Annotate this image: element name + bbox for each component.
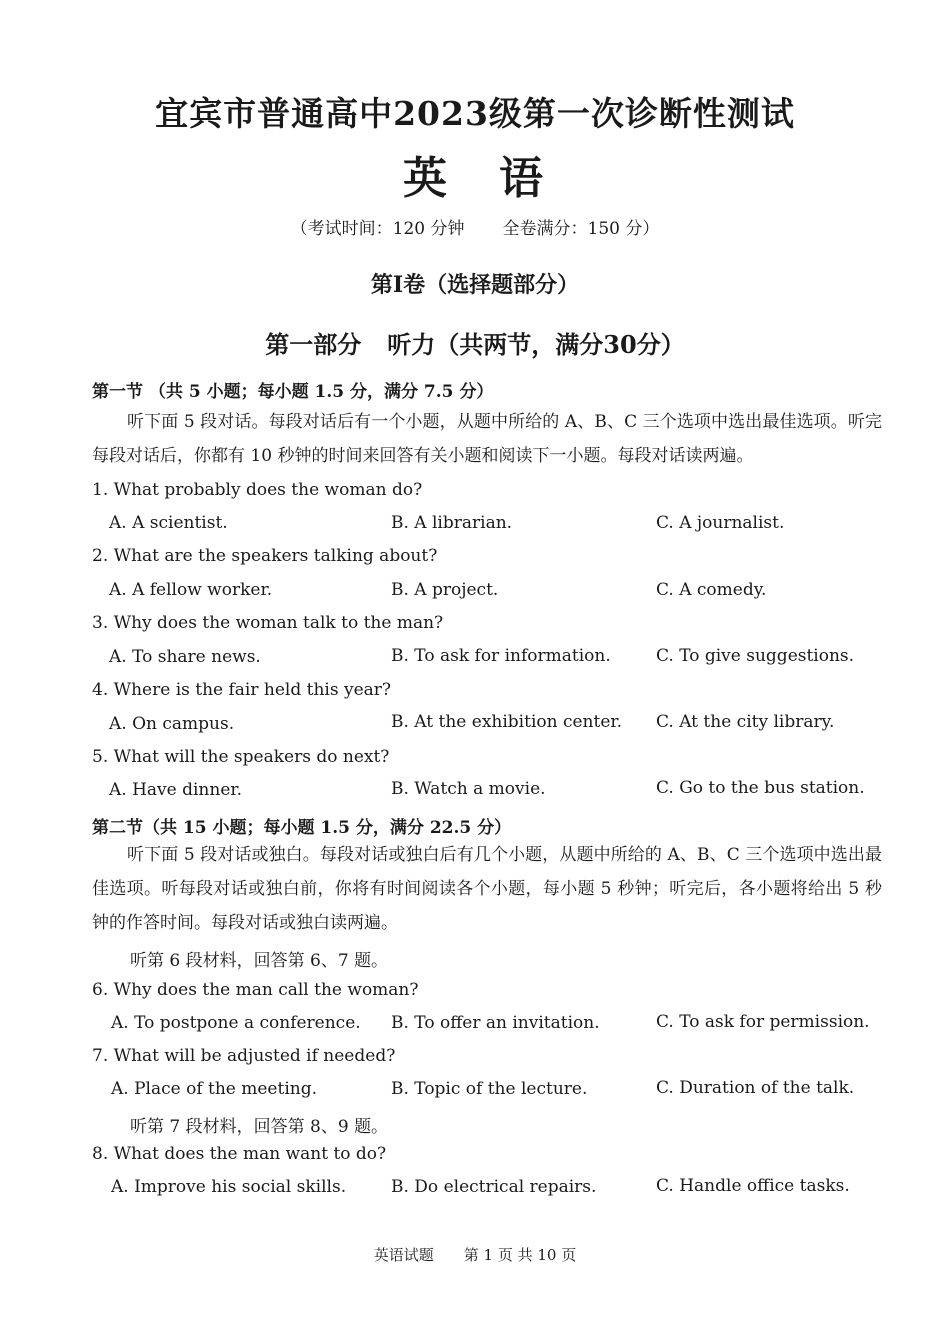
exam-time: （考试时间：120 分钟	[290, 219, 465, 239]
q3-option-b: B. To ask for information.	[391, 646, 611, 666]
q8-option-b: B. Do electrical repairs.	[391, 1177, 597, 1197]
section-2-instructions: 听下面 5 段对话或独白。每段对话或独白后有几个小题，从题中所给的 A、B、C 三个选项中选出最佳选项。听每段对话或独白前，你将有时间阅读各个小题，每小题 5 秒钟；听完后，各小题将给出 5 秒钟的作答时间。每段对话或独白读两遍。	[92, 845, 882, 933]
q4-option-a: A. On campus.	[109, 714, 235, 734]
part-title	[0, 325, 950, 360]
exam-title: 宜宾市普通高中2023级第一次诊断性测试	[155, 94, 795, 133]
footer-page-number: 第 1 页 共 10 页	[463, 1246, 577, 1264]
q1-option-b: B. A librarian.	[391, 513, 513, 533]
question-7: 7. What will be adjusted if needed?	[92, 1046, 396, 1066]
question-3: 3. Why does the woman talk to the man?	[92, 613, 444, 633]
part-label: 第一部分	[265, 330, 362, 359]
question-8: 8. What does the man want to do?	[92, 1144, 387, 1164]
q6-option-a: A. To postpone a conference.	[111, 1013, 361, 1033]
footer-subject: 英语试题	[373, 1246, 434, 1264]
subject-char-1: 英	[403, 153, 451, 204]
q8-option-c: C. Handle office tasks.	[656, 1176, 850, 1196]
q4-option-b: B. At the exhibition center.	[391, 712, 623, 732]
q5-option-b: B. Watch a movie.	[391, 779, 546, 799]
q6-option-c: C. To ask for permission.	[656, 1012, 870, 1032]
q5-option-a: A. Have dinner.	[109, 780, 243, 800]
part-name: 听力（共两节，满分30分）	[387, 330, 685, 359]
q2-option-a: A. A fellow worker.	[109, 580, 273, 600]
material-note-7: 听第 7 段材料，回答第 8、9 题。	[130, 1117, 389, 1137]
q2-option-c: C. A comedy.	[656, 580, 767, 600]
page-footer	[0, 1244, 950, 1265]
section-1-heading: 第一节 （共 5 小题；每小题 1.5 分，满分 7.5 分）	[92, 382, 494, 402]
q4-option-c: C. At the city library.	[656, 712, 835, 732]
volume-title: 第Ⅰ卷（选择题部分）	[370, 272, 580, 298]
q7-option-a: A. Place of the meeting.	[111, 1079, 318, 1099]
q1-option-a: A. A scientist.	[109, 513, 228, 533]
question-5: 5. What will the speakers do next?	[92, 747, 390, 767]
q7-option-b: B. Topic of the lecture.	[391, 1079, 588, 1099]
exam-full-score: 全卷满分：150 分）	[502, 219, 660, 239]
question-1: 1. What probably does the woman do?	[92, 480, 423, 500]
material-note-6: 听第 6 段材料，回答第 6、7 题。	[130, 951, 389, 971]
q7-option-c: C. Duration of the talk.	[656, 1078, 855, 1098]
q5-option-c: C. Go to the bus station.	[656, 778, 865, 798]
q3-option-a: A. To share news.	[109, 647, 261, 667]
exam-info	[0, 214, 950, 239]
q2-option-b: B. A project.	[391, 580, 499, 600]
q3-option-c: C. To give suggestions.	[656, 646, 855, 666]
section-2-heading: 第二节（共 15 小题；每小题 1.5 分，满分 22.5 分）	[92, 818, 512, 838]
question-2: 2. What are the speakers talking about?	[92, 546, 438, 566]
q6-option-b: B. To offer an invitation.	[391, 1013, 600, 1033]
q1-option-c: C. A journalist.	[656, 513, 785, 533]
subject-char-2: 语	[499, 153, 547, 204]
section-1-instructions: 听下面 5 段对话。每段对话后有一个小题，从题中所给的 A、B、C 三个选项中选出最佳选项。听完每段对话后，你都有 10 秒钟的时间来回答有关小题和阅读下一小题。每段对话读两遍。	[92, 412, 882, 466]
question-4: 4. Where is the fair held this year?	[92, 680, 392, 700]
subject-title	[0, 142, 950, 206]
q8-option-a: A. Improve his social skills.	[111, 1177, 347, 1197]
question-6: 6. Why does the man call the woman?	[92, 980, 419, 1000]
